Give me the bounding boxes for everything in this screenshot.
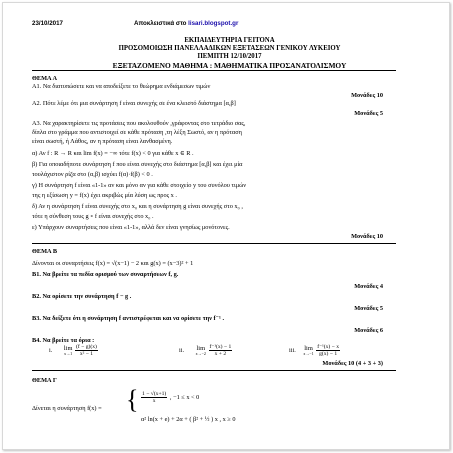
a3-item-c-2: της η εξίσωση y = f(x) έχει ακριβώς μία λύση ως προς x . bbox=[32, 192, 177, 199]
a3-item-a: α) Αν f : R → R και lim f(x) = −∞ τότε f(x) < 0 για κάθε x ∈ R . bbox=[32, 150, 194, 157]
limit-iii-denominator: g(x) − 1 bbox=[319, 351, 338, 357]
c-given: Δίνεται η συνάρτηση f(x) = bbox=[32, 405, 102, 412]
limit-ii-lim: lim bbox=[196, 344, 206, 352]
header-source-prefix: Αποκλειστικά στο bbox=[134, 20, 189, 27]
limit-i-fraction bbox=[75, 344, 98, 357]
a3-marks: Μονάδες 10 bbox=[351, 233, 383, 240]
limit-iii bbox=[289, 344, 341, 357]
title-line-4: ΕΞΕΤΑΖΟΜΕΝΟ ΜΑΘΗΜΑ : ΜΑΘΗΜΑΤΙΚΑ ΠΡΟΣΑΝΑΤΟΛΙΣΜΟΥ bbox=[112, 61, 347, 70]
limit-ii-label: ii. bbox=[179, 346, 185, 354]
a3-line-2: δίπλα στο γράμμα που αντιστοιχεί σε κάθε πρόταση ,τη λέξη Σωστό, αν η πρόταση bbox=[32, 129, 242, 136]
header-source-site[interactable]: lisari.blogspot.gr bbox=[188, 20, 239, 27]
title-divider bbox=[32, 70, 396, 71]
b1-text: Β1. Να βρείτε τα πεδία ορισμού των συναρτήσεων f, g. bbox=[32, 271, 179, 278]
limit-iii-operator bbox=[303, 346, 313, 356]
b3-marks: Μονάδες 6 bbox=[354, 327, 383, 334]
document-page bbox=[2, 2, 450, 450]
a3-item-e: ε) Υπάρχουν συναρτήσεις που είναι «1-1», αλλά δεν είναι γνησίως μονότονες. bbox=[32, 224, 230, 231]
limit-i-lim: lim bbox=[63, 344, 73, 352]
a1-marks: Μονάδες 10 bbox=[351, 92, 383, 99]
b-given: Δίνονται οι συναρτήσεις f(x) = √(x−1) − 2 και g(x) = (x−3)² + 1 bbox=[32, 260, 194, 267]
limit-iii-sub: x→−1 bbox=[303, 350, 314, 356]
thema-b-divider bbox=[32, 370, 396, 371]
header-date: 23/10/2017 bbox=[32, 20, 63, 27]
limit-iii-lim: lim bbox=[304, 344, 313, 352]
a3-item-c-1: γ) Η συνάρτηση f είναι «1-1» αν και μόνο αν για κάθε στοιχείο y του συνόλου τιμών bbox=[32, 182, 247, 189]
limit-i-sub: x→1 bbox=[64, 350, 73, 356]
thema-a-heading: ΘΕΜΑ Α bbox=[32, 75, 58, 82]
piecewise-case-1 bbox=[140, 391, 199, 404]
case-1-condition: , −1 ≤ x < 0 bbox=[169, 393, 200, 401]
thema-b-heading: ΘΕΜΑ Β bbox=[32, 248, 58, 255]
case-1-fraction bbox=[141, 391, 167, 404]
a2-marks: Μονάδες 5 bbox=[354, 110, 383, 117]
limit-i-label: i. bbox=[49, 346, 53, 354]
b3-text: Β3. Να δείξετε ότι η συνάρτηση f αντιστρέφεται και να ορίσετε την f⁻¹ . bbox=[32, 315, 225, 322]
limit-iii-fraction bbox=[316, 344, 340, 357]
case-1-numerator: 1 − √(x+1) bbox=[142, 391, 167, 397]
limit-ii-denominator: x + 2 bbox=[214, 351, 227, 357]
thema-c-heading: ΘΕΜΑ Γ bbox=[32, 377, 57, 384]
a3-item-b-1: β) Για οποιαδήποτε συνάρτηση f που είναι συνεχής στο διάστημα [α,β] και έχει μία bbox=[32, 161, 243, 168]
a3-item-d-2: τότε η σύνθεση τους g ∘ f είναι συνεχής στο x₀ . bbox=[32, 213, 154, 220]
a2-text: Α2. Πότε λέμε ότι μια συνάρτηση f είναι συνεχής σε ένα κλειστό διάστημα [α,β] bbox=[32, 100, 236, 107]
limit-ii-operator bbox=[196, 346, 206, 356]
page-header bbox=[32, 20, 239, 27]
limit-ii-fraction bbox=[209, 344, 233, 357]
b2-text: Β2. Να ορίσετε την συνάρτηση f − g . bbox=[32, 293, 132, 300]
limit-i bbox=[49, 344, 99, 357]
a3-item-d-1: δ) Αν η συνάρτηση f είναι συνεχής στο x₀ και η συνάρτηση g είναι συνεχής στο x₀ , bbox=[32, 203, 243, 210]
b2-marks: Μονάδες 5 bbox=[354, 305, 383, 312]
title-line-1: ΕΚΠΑΙΔΕΥΤΗΡΙΑ ΓΕΙΤΟΝΑ bbox=[184, 37, 275, 44]
case-1-denominator: x bbox=[152, 398, 156, 404]
limit-i-numerator: (f − g)(x) bbox=[76, 344, 97, 350]
limit-i-operator bbox=[64, 346, 73, 356]
b4-marks: Μονάδες 10 (4 + 3 + 3) bbox=[322, 360, 383, 367]
title-line-3: ΠΕΜΠΤΗ 12/10/2017 bbox=[197, 53, 262, 60]
limit-i-denominator: x² − 1 bbox=[79, 351, 94, 357]
piecewise-case-2: α² ln(x + e) + 2α + ( β² + ½ ) x , x ≥ 0 bbox=[141, 416, 236, 423]
piecewise-brace: { bbox=[126, 385, 139, 414]
a3-line-3: είναι σωστή, ή Λάθος, αν η πρόταση είναι λανθασμένη. bbox=[32, 138, 173, 145]
title-line-2: ΠΡΟΣΟΜΟΙΩΣΗ ΠΑΝΕΛΛΑΔΙΚΩΝ ΕΞΕΤΑΣΕΩΝ ΓΕΝΙΚΟΥ ΛΥΚΕΙΟΥ bbox=[118, 45, 341, 52]
thema-a-divider bbox=[32, 243, 396, 244]
limit-ii bbox=[179, 344, 233, 357]
limit-iii-label: iii. bbox=[289, 346, 296, 354]
a1-text: Α1. Να διατυπώσετε και να αποδείξετε το θεώρημα ενδιάμεσων τιμών bbox=[32, 83, 211, 90]
a3-line-1: Α3. Να χαρακτηρίσετε τις προτάσεις που ακολουθούν ,γράφοντας στο τετράδιο σας, bbox=[32, 120, 246, 127]
header-source bbox=[134, 20, 238, 27]
limit-iii-numerator: f⁻¹(x) − x bbox=[317, 344, 340, 350]
a3-item-b-2: τουλάχιστον ρίζα στο (α,β) ισχύει f(α)·f(β) < 0 . bbox=[32, 171, 153, 178]
limit-ii-sub: x→−2 bbox=[195, 350, 206, 356]
limit-ii-numerator: f⁻¹(x) − 1 bbox=[209, 344, 232, 350]
b4-text: Β4. Να βρείτε τα όρια : bbox=[32, 337, 95, 344]
b1-marks: Μονάδες 4 bbox=[354, 283, 383, 290]
